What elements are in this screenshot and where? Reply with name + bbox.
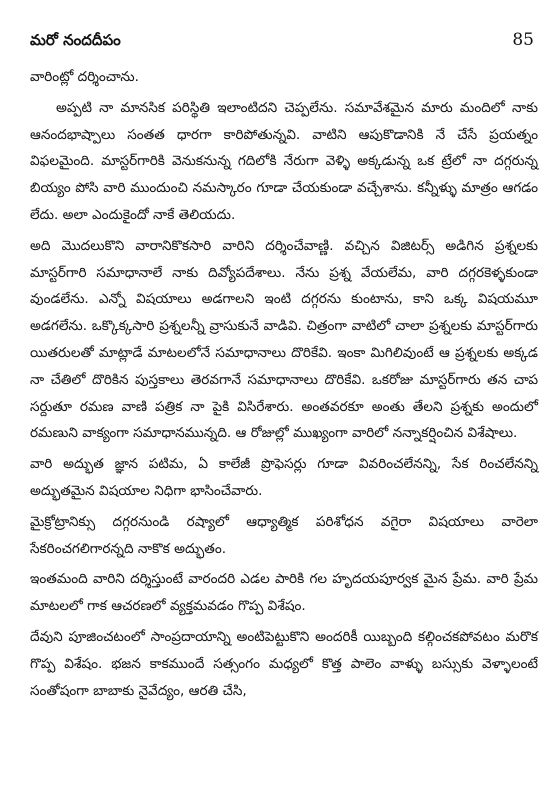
running-title: మరో నందదీపం	[30, 31, 121, 49]
page-number: 85	[512, 30, 534, 50]
paragraph-3: అది మొదలుకొని వారానికొకసారి వారిని దర్శించేవాణ్ణి. వచ్చిన విజిటర్స్ అడిగిన ప్రశ్నలకు మాస్టర్‌గారి సమాధానాలే నాకు దివ్యోపదేశాలు. నేను ప్రశ్న వేయలేమ, వారి దగ్గరకెళ్ళకుండా వుండలేను. ఎన్నో విషయాలు అడగాలని ఇంటి దగ్గరను కుంటాను, కాని ఒక్క విషయమూ అడగలేను. ఒక్కొక్కసారి ప్రశ్నలన్నీ వ్రాసుకునే వాడివి. చిత్రంగా వాటిలో చాలా ప్రశ్నలకు మాస్టర్‌గారు యితరులతో మాట్లాడే మాటలలోనే సమాధానాలు దొరికేవి. ఇంకా మిగిలివుంటే ఆ ప్రశ్నలకు అక్కడ నా చేతిలో దొరికిన పుస్తకాలు తెరవగానే సమాధానాలు దొరికేవి. ఒకరోజు మాస్టర్‌గారు తన చాప సర్దుతూ రమణ వాణి పత్రిక నా పైకి విసిరేశారు. అంతవరకూ అంతు తేలని ప్రశ్నకు అందులో రమణుని వాక్యంగా సమాధానమున్నది. ఆ రోజుల్లో ముఖ్యంగా వారిలో నన్నాకర్షించిన విశేషాలు.	[30, 237, 538, 442]
page-header	[30, 30, 538, 58]
paragraph-2: అప్పటి నా మానసిక పరిస్థితి ఇలాంటిదని చెప్పలేను. సమావేశమైన మారు మందిలో నాకు ఆనందభాష్పాలు సంతత ధారగా కారిపోతున్నవి. వాటిని ఆపుకొడానికి నే చేసే ప్రయత్నం విఫలమైంది. మాస్టర్‌గారికి వెనుకనున్న గదిలోకి నేరుగా వెళ్ళి అక్కడున్న ఒక ట్రేలో నా దగ్గరున్న బియ్యం పోసి వారి ముందుంచి నమస్కారం గూడా చేయకుండా వచ్చేశాను. కన్నీళ్ళు మాత్రం ఆగడం లేదు. అలా ఎందుకైందో నాకే తెలియదు.	[30, 99, 538, 223]
paragraph-5: మైక్రోట్రానిక్సు దగ్గరనుండి రష్యాలో ఆధ్యాత్మిక పరిశోధన వగైరా విషయాలు వారెలా సేకరించగలిగారన్నది నాకొక అద్భుతం.	[30, 513, 538, 557]
paragraph-6: ఇంతమంది వారిని దర్శిస్తుంటే వారందరి ఎడల పారికి గల హృదయపూర్వక మైన ప్రేమ. వారి ప్రేమ మాటలలో గాక ఆచరణలో వ్యక్తమవడం గొప్ప విశేషం.	[30, 571, 538, 615]
paragraph-1: వారింట్లో దర్శించాను.	[30, 69, 139, 85]
paragraph-4: వారి అద్భుత జ్ఞాన పటిమ, ఏ కాలేజీ ప్రొఫెసర్లు గూడా వివరించలేనన్ని, సేక రించలేనన్ని అద్భుతమైన విషయాల నిధిగా భాసించేవారు.	[30, 456, 538, 499]
body-text	[30, 64, 538, 704]
paragraph-7: దేవుని పూజించటంలో సాంప్రదాయాన్ని అంటిపెట్టుకొని అందరికీ యిబ్బంది కల్గించకపోవటం మరొక గొప్ప విశేషం. భజన కాకముందే సత్సంగం మధ్యలో కొత్త పాలెం వాళ్ళు బస్సుకు వెళ్ళాలంటే సంతోషంగా బాబాకు నైవేద్యం, ఆరతి చేసి,	[30, 628, 538, 699]
